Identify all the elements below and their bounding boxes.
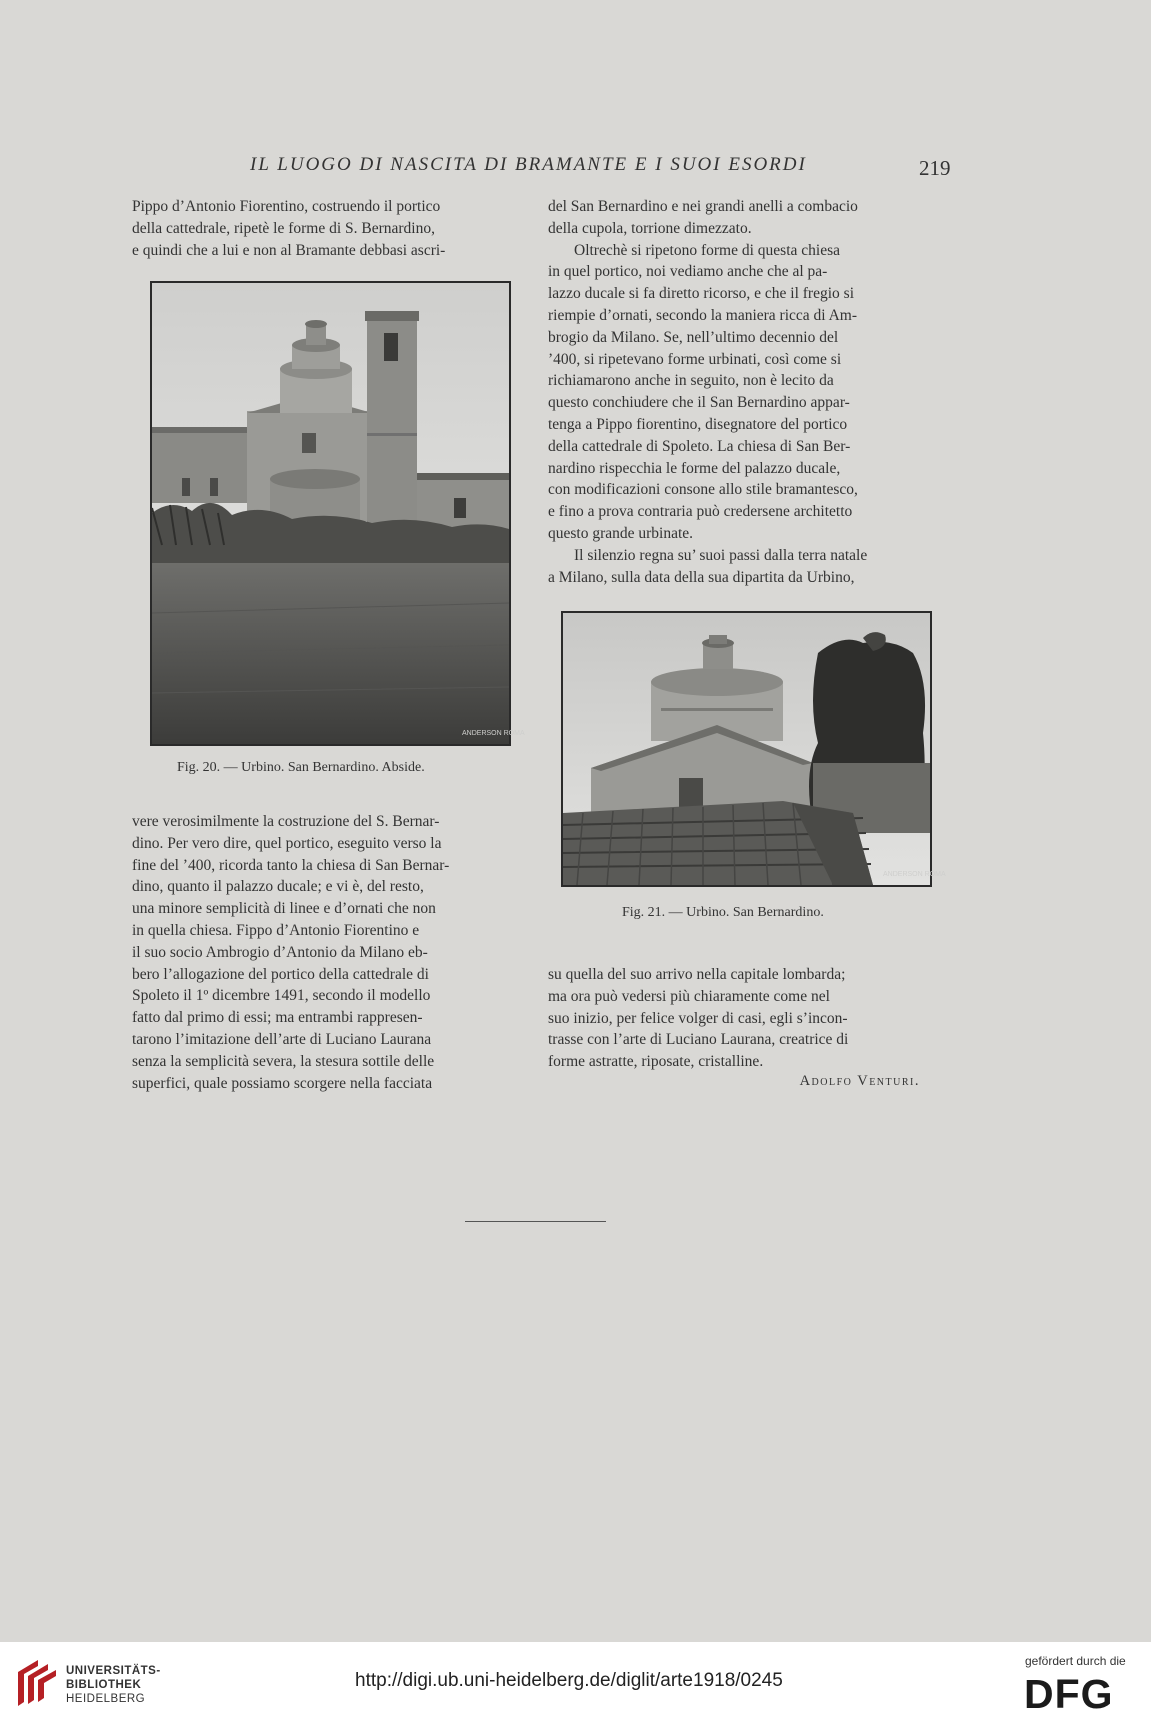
fig21-caption: Fig. 21. — Urbino. San Bernardino. [622, 905, 824, 920]
running-head: IL LUOGO DI NASCITA DI BRAMANTE E I SUOI ESORDI [250, 154, 807, 175]
text-line: nardino rispecchia le forme del palazzo ducale, [548, 459, 841, 477]
text-line: una minore semplicità di linee e d’ornati che non [132, 900, 436, 918]
text-line: della cattedrale di Spoleto. La chiesa di San Ber- [548, 437, 851, 455]
text-line: senza la semplicità severa, la stesura sottile delle [132, 1052, 435, 1070]
end-rule [465, 1221, 606, 1222]
text-line: dino. Per vero dire, quel portico, eseguito verso la [132, 834, 442, 852]
text-line: della cupola, torrione dimezzato. [548, 219, 752, 237]
text-line: bero l’allogazione del portico della cattedrale di [132, 965, 429, 983]
text-line: e quindi che a lui e non al Bramante debbasi ascri- [132, 241, 446, 259]
author-signature: Adolfo Venturi. [799, 1073, 920, 1089]
text-line: Pippo d’Antonio Fiorentino, costruendo il portico [132, 198, 441, 215]
text-line: con modificazioni consone allo stile bramantesco, [548, 481, 858, 499]
text-line: riempie d’ornati, secondo la maniera ricca di Am- [548, 306, 858, 324]
text-line: tarono l’imitazione dell’arte di Luciano Laurana [132, 1030, 432, 1048]
fig20-caption: Fig. 20. — Urbino. San Bernardino. Abside. [177, 760, 425, 775]
right-column-bottom [548, 964, 941, 1073]
text-line: questo grande urbinate. [548, 524, 694, 542]
library-name-line: BIBLIOTHEK [66, 1679, 142, 1691]
text-line: forme astratte, riposate, cristalline. [548, 1053, 764, 1071]
fig21-photo [561, 611, 946, 887]
text-line: il suo socio Ambrogio d’Antonio da Milano eb- [132, 943, 428, 961]
text-line: in quella chiesa. Fippo d’Antonio Fiorentino e [132, 921, 420, 939]
text-line: trasse con l’arte di Luciano Laurana, creatrice di [548, 1031, 849, 1049]
fig20-photo [150, 281, 525, 746]
fig21-illustration [563, 613, 946, 885]
text-line: lazzo ducale si fa diretto ricorso, e che il fregio si [548, 285, 854, 303]
text-line: ’400, si ripetevano forme urbinati, così come si [548, 350, 842, 368]
library-name [66, 1664, 161, 1706]
text-line: fine del ’400, ricorda tanto la chiesa di San Bernar- [132, 856, 450, 874]
text-line: suo inizio, per felice volger di casi, egli s’incon- [548, 1009, 848, 1027]
left-column-bottom [132, 811, 522, 1094]
text-line: su quella del suo arrivo nella capitale lombarda; [548, 966, 846, 983]
text-line: Spoleto il 1º dicembre 1491, secondo il modello [132, 987, 431, 1005]
text-line: fatto dal primo di essi; ma entrambi rappresen- [132, 1009, 423, 1027]
text-line: Il silenzio regna su’ suoi passi dalla terra natale [574, 546, 868, 564]
ub-heidelberg-logo-icon [14, 1656, 58, 1708]
left-column-top [132, 196, 530, 261]
text-line: superfici, quale possiamo scorgere nella facciata [132, 1074, 433, 1092]
text-line: ma ora può vedersi più chiaramente come nel [548, 987, 830, 1005]
text-line: tenga a Pippo fiorentino, disegnatore del portico [548, 415, 848, 433]
permalink-url[interactable]: http://digi.ub.uni-heidelberg.de/diglit/arte1918/0245 [355, 1670, 783, 1691]
text-line: questo conchiudere che il San Bernardino appar- [548, 394, 850, 412]
text-line: vere verosimilmente la costruzione del S. Bernar- [132, 813, 440, 830]
right-column-top [548, 196, 948, 588]
funder-label: gefördert durch die [1025, 1654, 1126, 1668]
text-line: Oltrechè si ripetono forme di questa chiesa [574, 241, 840, 259]
fig20-illustration [152, 283, 525, 744]
text-line: dino, quanto il palazzo ducale; e vi è, del resto, [132, 878, 424, 896]
fig20-credit: ANDERSON ROMA [462, 730, 525, 737]
text-line: e fino a prova contraria può credersene architetto [548, 503, 853, 521]
page-number: 219 [919, 156, 951, 180]
text-line: della cattedrale, ripetè le forme di S. Bernardino, [132, 219, 435, 237]
footer-bar [0, 1642, 1151, 1725]
text-line: in quel portico, noi vediamo anche che al pa- [548, 263, 828, 281]
text-line: del San Bernardino e nei grandi anelli a combacio [548, 198, 858, 215]
library-name-line: UNIVERSITÄTS- [66, 1665, 161, 1677]
text-line: richiamarono anche in seguito, non è lecito da [548, 372, 834, 390]
fig21-credit: ANDERSON ROMA [883, 871, 946, 878]
library-name-line: HEIDELBERG [66, 1693, 146, 1705]
text-line: a Milano, sulla data della sua dipartita da Urbino, [548, 568, 855, 586]
dfg-logo: DFG [1024, 1671, 1114, 1717]
text-line: brogio da Milano. Se, nell’ultimo decennio del [548, 328, 839, 346]
